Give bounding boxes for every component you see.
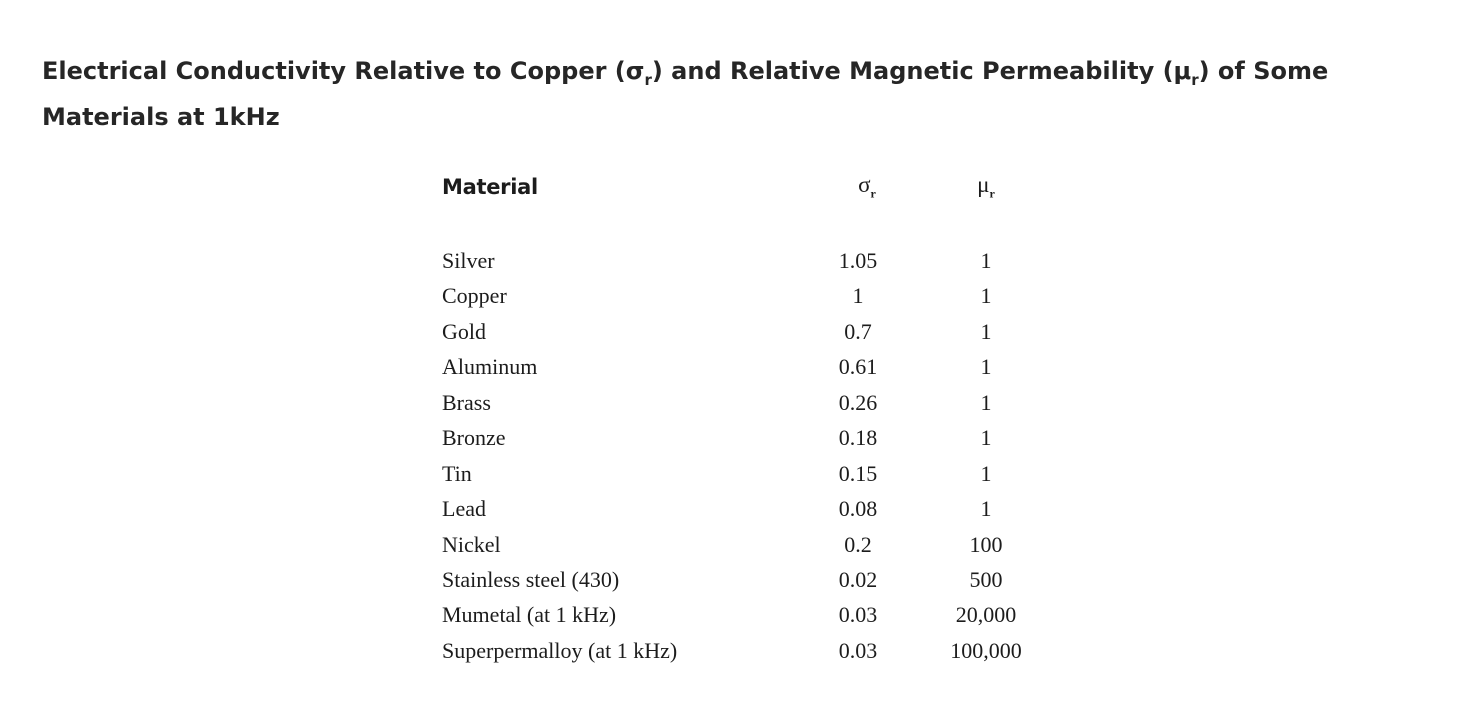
cell-mu: 100: [969, 531, 1003, 557]
cell-material: Brass: [442, 389, 491, 415]
cell-mu: 500: [969, 566, 1003, 592]
title-part-3: ) of Some Materials at 1kHz: [42, 57, 1329, 131]
table-row: [442, 278, 1062, 313]
cell-material: Silver: [442, 248, 495, 273]
cell-material: Lead: [442, 496, 486, 522]
table-row: [442, 314, 1062, 349]
table-row: [442, 243, 1062, 278]
table-header: [442, 172, 1062, 212]
cell-sigma: 0.2: [844, 531, 872, 557]
cell-sigma: 0.02: [838, 566, 878, 592]
header-mu: [966, 172, 1006, 202]
cell-mu: 1: [980, 496, 992, 522]
title-mu-subscript: r: [1191, 70, 1199, 89]
cell-mu: 1: [980, 425, 992, 451]
mu-subscript: r: [989, 186, 995, 201]
table-row: [442, 456, 1062, 491]
title-part-2: ) and Relative Magnetic Permeability (μ: [651, 57, 1192, 85]
cell-material: Aluminum: [442, 354, 538, 380]
table-row: [442, 349, 1062, 384]
cell-mu: 1: [980, 283, 992, 309]
cell-sigma: 0.03: [838, 602, 878, 628]
page-title: [42, 48, 1432, 140]
cell-mu: 1: [980, 354, 992, 380]
mu-symbol: μ: [977, 172, 990, 197]
cell-sigma: 0.03: [838, 637, 878, 663]
table-row: [442, 562, 1062, 597]
cell-material: Bronze: [442, 425, 506, 451]
cell-mu: 1: [980, 248, 992, 273]
cell-sigma: 0.7: [844, 318, 872, 344]
cell-material: Gold: [442, 318, 486, 344]
cell-sigma: 1.05: [838, 248, 878, 273]
table-row: [442, 597, 1062, 632]
cell-mu: 1: [980, 460, 992, 486]
materials-table: [442, 172, 1062, 663]
title-part-1: Electrical Conductivity Relative to Copper (σ: [42, 57, 645, 85]
header-material: Material: [442, 175, 538, 199]
cell-mu: 1: [980, 318, 992, 344]
cell-material: Superpermalloy (at 1 kHz): [442, 637, 678, 663]
sigma-symbol: σ: [858, 172, 871, 197]
cell-material: Copper: [442, 283, 507, 309]
cell-mu: 1: [980, 389, 992, 415]
cell-material: Stainless steel (430): [442, 566, 620, 592]
cell-material: Mumetal (at 1 kHz): [442, 602, 617, 628]
cell-mu: 20,000: [955, 602, 1017, 628]
table-row: [442, 385, 1062, 420]
cell-sigma: 0.26: [838, 389, 878, 415]
cell-sigma: 0.18: [838, 425, 878, 451]
header-sigma: [847, 172, 887, 202]
cell-sigma: 0.61: [838, 354, 878, 380]
cell-sigma: 1: [852, 283, 864, 309]
table-row: [442, 527, 1062, 562]
cell-material: Nickel: [442, 531, 501, 557]
table-row: [442, 491, 1062, 526]
table-body: [442, 243, 1062, 668]
cell-sigma: 0.08: [838, 496, 878, 522]
cell-mu: 100,000: [950, 637, 1022, 663]
cell-sigma: 0.15: [838, 460, 878, 486]
cell-material: Tin: [442, 460, 472, 486]
sigma-subscript: r: [870, 186, 876, 201]
table-row: [442, 420, 1062, 455]
table-row: [442, 633, 1062, 668]
title-sigma-subscript: r: [644, 70, 652, 89]
